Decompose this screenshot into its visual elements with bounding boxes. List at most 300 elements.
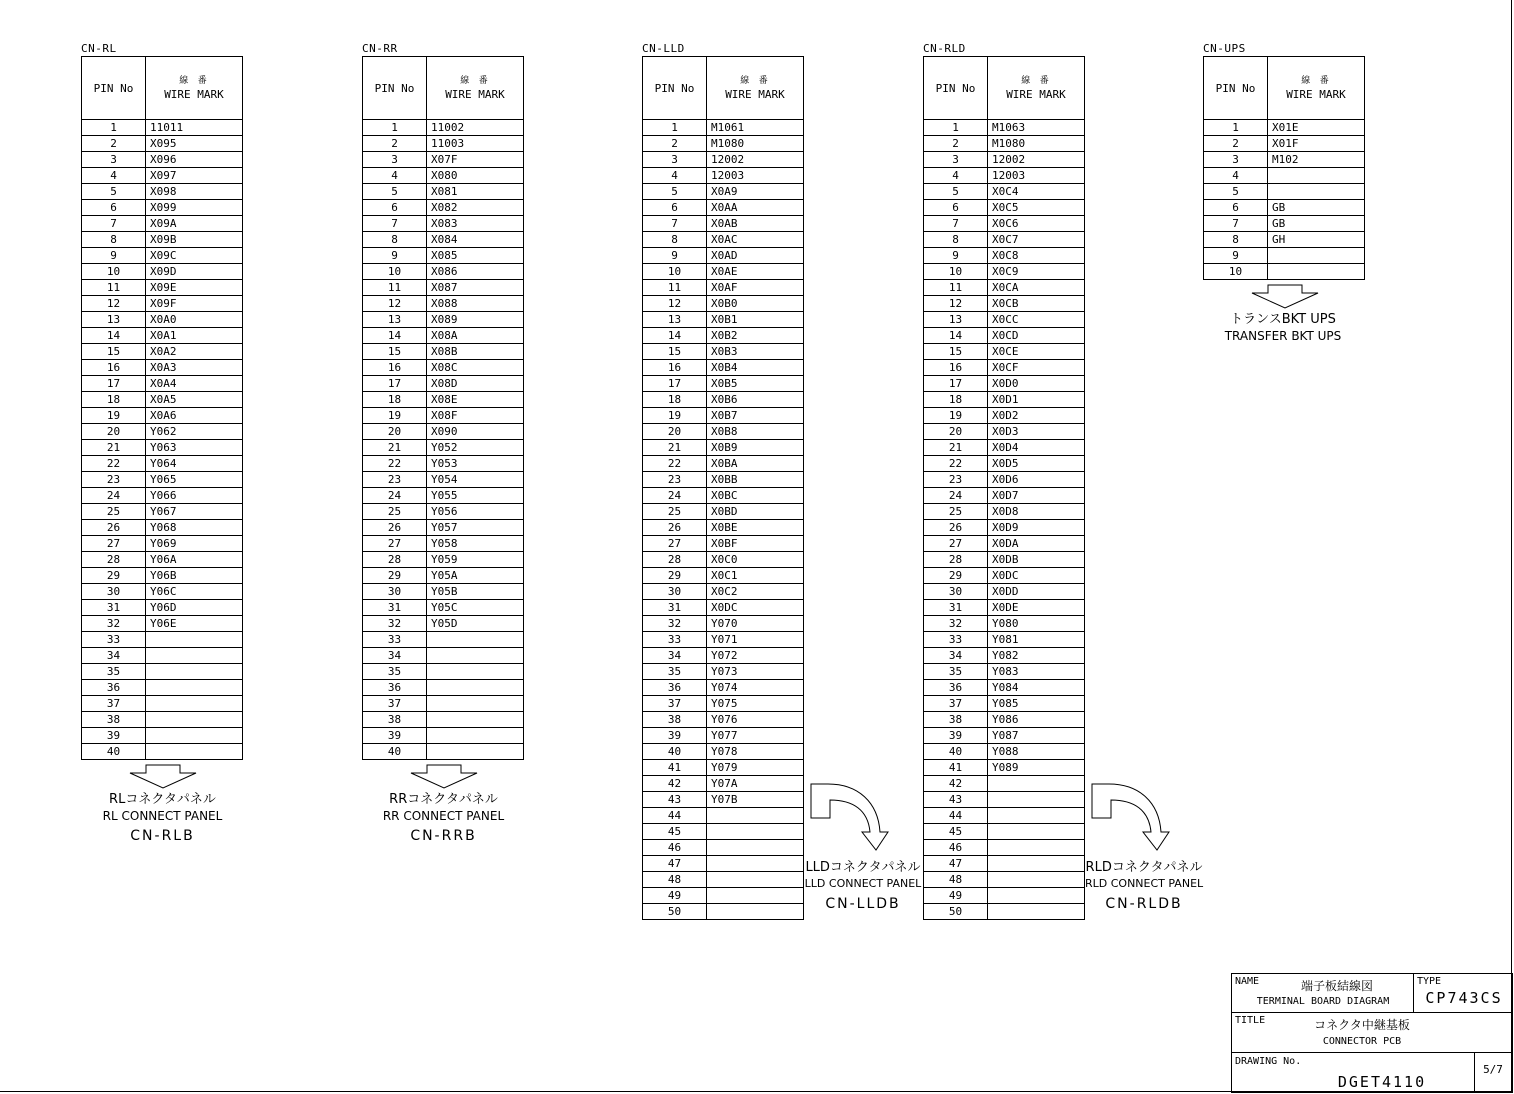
- wire-mark-header-jp: 線 番: [460, 76, 490, 86]
- pin-number: 12: [363, 296, 427, 312]
- table-row: [643, 488, 804, 504]
- wire-mark: [427, 632, 524, 648]
- table-row: [924, 792, 1085, 808]
- pin-number: 19: [363, 408, 427, 424]
- pin-number: 27: [643, 536, 707, 552]
- wire-mark: Y077: [707, 728, 804, 744]
- table-row: [82, 456, 243, 472]
- pin-number: 46: [924, 840, 988, 856]
- wire-mark: X0D4: [988, 440, 1085, 456]
- table-row: [924, 712, 1085, 728]
- table-row: [363, 664, 524, 680]
- table-row: [924, 472, 1085, 488]
- pin-number: 20: [643, 424, 707, 440]
- wire-mark: [988, 856, 1085, 872]
- wire-mark: X0D9: [988, 520, 1085, 536]
- wire-mark: Y082: [988, 648, 1085, 664]
- title-jp: コネクタ中継基板: [1314, 1018, 1410, 1032]
- wire-mark: X07F: [427, 152, 524, 168]
- wire-mark: X01F: [1268, 136, 1365, 152]
- wire-mark: [988, 808, 1085, 824]
- table-row: [924, 184, 1085, 200]
- wire-mark-header: [427, 57, 524, 120]
- pin-number: 39: [82, 728, 146, 744]
- table-row: [363, 184, 524, 200]
- table-row: [363, 680, 524, 696]
- table-row: [924, 584, 1085, 600]
- wire-mark: [1268, 264, 1365, 280]
- panel-connector-id: CN-RRB: [410, 828, 477, 844]
- pin-number: 35: [363, 664, 427, 680]
- table-row: [924, 408, 1085, 424]
- wire-mark: [427, 744, 524, 760]
- pin-number: 38: [643, 712, 707, 728]
- pin-number: 11: [643, 280, 707, 296]
- table-row: [363, 312, 524, 328]
- table-row: [643, 616, 804, 632]
- wire-mark: M1061: [707, 120, 804, 136]
- pin-number: 6: [363, 200, 427, 216]
- pin-number: 28: [82, 552, 146, 568]
- drawing-value: DGET4110: [1337, 1073, 1427, 1091]
- curved-arrow-icon: [128, 764, 198, 790]
- table-row: [643, 728, 804, 744]
- wire-mark: Y07B: [707, 792, 804, 808]
- table-row: [924, 888, 1085, 904]
- pin-number: 27: [924, 536, 988, 552]
- table-row: [924, 568, 1085, 584]
- table-row: [82, 568, 243, 584]
- pin-number: 7: [1204, 216, 1268, 232]
- curved-arrow-icon: [1089, 782, 1179, 854]
- wire-mark: Y081: [988, 632, 1085, 648]
- wire-mark: GB: [1268, 216, 1365, 232]
- wire-mark: X0C5: [988, 200, 1085, 216]
- wire-mark: X0AA: [707, 200, 804, 216]
- wire-mark: X0A9: [707, 184, 804, 200]
- sheet-divider: [1474, 1053, 1475, 1093]
- wire-mark: X0DC: [988, 568, 1085, 584]
- table-row: [82, 344, 243, 360]
- table-row: [924, 760, 1085, 776]
- table-row: [643, 296, 804, 312]
- pin-number: 1: [363, 120, 427, 136]
- pin-number: 13: [924, 312, 988, 328]
- wire-mark: Y052: [427, 440, 524, 456]
- table-row: [924, 280, 1085, 296]
- pin-number: 32: [924, 616, 988, 632]
- pin-no-header: PIN No: [1204, 57, 1268, 120]
- wire-mark: [988, 904, 1085, 920]
- table-row: [924, 600, 1085, 616]
- pin-number: 37: [82, 696, 146, 712]
- wire-mark: X089: [427, 312, 524, 328]
- wire-mark: Y06A: [146, 552, 243, 568]
- pin-number: 33: [924, 632, 988, 648]
- pin-number: 4: [1204, 168, 1268, 184]
- wire-mark: X0B4: [707, 360, 804, 376]
- pin-number: 23: [363, 472, 427, 488]
- wire-mark-header-en: WIRE MARK: [725, 88, 785, 101]
- pin-number: 29: [82, 568, 146, 584]
- panel-caption-ups: [1183, 312, 1383, 344]
- table-row: [643, 824, 804, 840]
- pin-number: 24: [363, 488, 427, 504]
- pin-number: 19: [924, 408, 988, 424]
- table-row: [363, 248, 524, 264]
- pin-number: 1: [924, 120, 988, 136]
- wire-mark: Y057: [427, 520, 524, 536]
- wire-mark: X0C9: [988, 264, 1085, 280]
- table-row: [363, 408, 524, 424]
- wire-mark: X0D0: [988, 376, 1085, 392]
- table-row: [1204, 216, 1365, 232]
- pin-no-header: PIN No: [924, 57, 988, 120]
- pin-number: 45: [643, 824, 707, 840]
- pin-number: 30: [924, 584, 988, 600]
- pin-number: 2: [82, 136, 146, 152]
- panel-name-en: LLD CONNECT PANEL: [804, 877, 922, 890]
- pin-number: 31: [643, 600, 707, 616]
- panel-connector-id: CN-LLDB: [825, 896, 901, 912]
- table-header-row: [82, 57, 243, 120]
- wire-mark-header-jp: 線 番: [1301, 76, 1331, 86]
- pin-number: 32: [82, 616, 146, 632]
- wire-mark: X0A0: [146, 312, 243, 328]
- wire-mark: Y070: [707, 616, 804, 632]
- pin-number: 29: [363, 568, 427, 584]
- pin-number: 9: [82, 248, 146, 264]
- panel-caption-rl: [60, 792, 265, 844]
- wire-mark: X084: [427, 232, 524, 248]
- wire-mark: X0B9: [707, 440, 804, 456]
- table-row: [82, 632, 243, 648]
- wire-mark: X097: [146, 168, 243, 184]
- table-row: [82, 216, 243, 232]
- table-row: [82, 536, 243, 552]
- wire-mark: 11011: [146, 120, 243, 136]
- table-row: [643, 344, 804, 360]
- pin-number: 44: [643, 808, 707, 824]
- table-row: [363, 456, 524, 472]
- pin-number: 28: [643, 552, 707, 568]
- table-row: [924, 728, 1085, 744]
- wire-mark: Y089: [988, 760, 1085, 776]
- table-row: [82, 488, 243, 504]
- wire-mark: [427, 648, 524, 664]
- table-row: [82, 504, 243, 520]
- table-row: [363, 376, 524, 392]
- pin-number: 30: [643, 584, 707, 600]
- table-row: [643, 216, 804, 232]
- wire-mark: X096: [146, 152, 243, 168]
- table-header-row: [924, 57, 1085, 120]
- pin-number: 39: [924, 728, 988, 744]
- pin-number: 31: [924, 600, 988, 616]
- pin-number: 13: [82, 312, 146, 328]
- pin-number: 3: [1204, 152, 1268, 168]
- pin-number: 7: [924, 216, 988, 232]
- wire-mark-header-en: WIRE MARK: [1286, 88, 1346, 101]
- table-row: [924, 248, 1085, 264]
- pin-number: 22: [924, 456, 988, 472]
- wire-mark: X08D: [427, 376, 524, 392]
- wire-mark: M1080: [707, 136, 804, 152]
- pin-number: 29: [643, 568, 707, 584]
- table-row: [363, 520, 524, 536]
- table-row: [82, 424, 243, 440]
- pin-number: 33: [643, 632, 707, 648]
- table-row: [643, 248, 804, 264]
- wire-mark-header-en: WIRE MARK: [1006, 88, 1066, 101]
- wire-mark: Y065: [146, 472, 243, 488]
- wire-mark: X08E: [427, 392, 524, 408]
- wire-mark: Y06E: [146, 616, 243, 632]
- table-row: [924, 328, 1085, 344]
- table-row: [82, 360, 243, 376]
- wire-mark: Y06B: [146, 568, 243, 584]
- pin-number: 11: [363, 280, 427, 296]
- wire-mark: X09D: [146, 264, 243, 280]
- wire-mark: Y05B: [427, 584, 524, 600]
- table-row: [924, 360, 1085, 376]
- wire-mark: X099: [146, 200, 243, 216]
- pin-number: 6: [643, 200, 707, 216]
- pin-number: 9: [1204, 248, 1268, 264]
- pin-number: 23: [643, 472, 707, 488]
- panel-caption-rr: [341, 792, 546, 844]
- panel-name-jp: RLDコネクタパネル: [1085, 860, 1203, 875]
- table-row: [82, 264, 243, 280]
- pin-number: 1: [1204, 120, 1268, 136]
- table-row: [1204, 248, 1365, 264]
- table-row: [924, 344, 1085, 360]
- pin-number: 40: [924, 744, 988, 760]
- wire-mark: X0D2: [988, 408, 1085, 424]
- wire-mark: Y072: [707, 648, 804, 664]
- wire-mark: [707, 840, 804, 856]
- title-en: CONNECTOR PCB: [1322, 1036, 1402, 1047]
- pin-number: 6: [82, 200, 146, 216]
- wire-mark: X0AD: [707, 248, 804, 264]
- table-row: [924, 296, 1085, 312]
- table-row: [363, 360, 524, 376]
- pin-number: 5: [1204, 184, 1268, 200]
- name-label: NAME: [1235, 976, 1260, 987]
- pin-table-rld: [923, 56, 1085, 920]
- wire-mark: X0BC: [707, 488, 804, 504]
- table-row: [363, 472, 524, 488]
- table-row: [924, 392, 1085, 408]
- pin-number: 37: [643, 696, 707, 712]
- pin-number: 48: [643, 872, 707, 888]
- table-row: [924, 136, 1085, 152]
- panel-caption-lld: [804, 860, 922, 912]
- table-row: [924, 120, 1085, 136]
- table-row: [643, 504, 804, 520]
- connector-label-rl: CN-RL: [81, 42, 117, 55]
- pin-number: 7: [363, 216, 427, 232]
- wire-mark: Y086: [988, 712, 1085, 728]
- wire-mark: X0DB: [988, 552, 1085, 568]
- wire-mark: X082: [427, 200, 524, 216]
- wire-mark: Y087: [988, 728, 1085, 744]
- table-row: [1204, 168, 1365, 184]
- table-row: [643, 776, 804, 792]
- table-row: [924, 520, 1085, 536]
- table-row: [924, 552, 1085, 568]
- wire-mark: X0B3: [707, 344, 804, 360]
- table-row: [924, 616, 1085, 632]
- wire-mark: Y080: [988, 616, 1085, 632]
- wire-mark: 12002: [707, 152, 804, 168]
- wire-mark: X085: [427, 248, 524, 264]
- pin-number: 29: [924, 568, 988, 584]
- pin-table-rr: [362, 56, 524, 760]
- name-cell: [1232, 974, 1414, 1013]
- pin-number: 47: [643, 856, 707, 872]
- table-row: [82, 440, 243, 456]
- pin-number: 40: [363, 744, 427, 760]
- table-row: [924, 168, 1085, 184]
- wire-mark: [146, 696, 243, 712]
- pin-number: 50: [643, 904, 707, 920]
- wire-mark: Y088: [988, 744, 1085, 760]
- wire-mark: X0D8: [988, 504, 1085, 520]
- pin-number: 17: [363, 376, 427, 392]
- wire-mark: X0CD: [988, 328, 1085, 344]
- table-row: [363, 168, 524, 184]
- connector-label-ups: CN-UPS: [1203, 42, 1246, 55]
- table-row: [82, 616, 243, 632]
- table-row: [924, 856, 1085, 872]
- pin-number: 48: [924, 872, 988, 888]
- wire-mark: X0BE: [707, 520, 804, 536]
- pin-number: 41: [924, 760, 988, 776]
- pin-number: 8: [1204, 232, 1268, 248]
- curved-arrow-icon: [808, 782, 898, 854]
- pin-number: 3: [363, 152, 427, 168]
- wire-mark: X0D1: [988, 392, 1085, 408]
- table-row: [363, 600, 524, 616]
- wire-mark: X08A: [427, 328, 524, 344]
- wire-mark: X0DD: [988, 584, 1085, 600]
- wire-mark: GH: [1268, 232, 1365, 248]
- wire-mark-header-en: WIRE MARK: [164, 88, 224, 101]
- table-row: [82, 328, 243, 344]
- wire-mark: [427, 664, 524, 680]
- wire-mark: Y05A: [427, 568, 524, 584]
- pin-number: 20: [82, 424, 146, 440]
- table-row: [924, 872, 1085, 888]
- table-row: [643, 408, 804, 424]
- table-row: [363, 392, 524, 408]
- wire-mark: X0D3: [988, 424, 1085, 440]
- pin-number: 25: [363, 504, 427, 520]
- table-row: [643, 136, 804, 152]
- pin-number: 49: [924, 888, 988, 904]
- wire-mark: X0DC: [707, 600, 804, 616]
- pin-number: 22: [82, 456, 146, 472]
- wire-mark: [146, 712, 243, 728]
- wire-mark: [146, 680, 243, 696]
- wire-mark: X0A5: [146, 392, 243, 408]
- table-row: [363, 696, 524, 712]
- table-row: [363, 232, 524, 248]
- table-row: [643, 392, 804, 408]
- table-row: [643, 568, 804, 584]
- pin-number: 16: [643, 360, 707, 376]
- wire-mark-header: [988, 57, 1085, 120]
- table-row: [643, 680, 804, 696]
- wire-mark: X0CE: [988, 344, 1085, 360]
- table-row: [363, 504, 524, 520]
- pin-number: 21: [643, 440, 707, 456]
- table-row: [643, 552, 804, 568]
- type-label: TYPE: [1417, 976, 1442, 987]
- wire-mark: X0B1: [707, 312, 804, 328]
- wire-mark: 12003: [988, 168, 1085, 184]
- table-row: [924, 504, 1085, 520]
- wire-mark: Y073: [707, 664, 804, 680]
- pin-number: 24: [82, 488, 146, 504]
- table-row: [82, 392, 243, 408]
- pin-number: 19: [643, 408, 707, 424]
- wire-mark: Y06C: [146, 584, 243, 600]
- wire-mark: 11002: [427, 120, 524, 136]
- pin-number: 6: [1204, 200, 1268, 216]
- wire-mark: X0C2: [707, 584, 804, 600]
- table-row: [363, 440, 524, 456]
- table-row: [363, 632, 524, 648]
- wire-mark: Y06D: [146, 600, 243, 616]
- title-block: [1231, 973, 1513, 1093]
- table-row: [643, 280, 804, 296]
- pin-number: 14: [643, 328, 707, 344]
- wire-mark: X098: [146, 184, 243, 200]
- pin-number: 24: [643, 488, 707, 504]
- table-row: [363, 152, 524, 168]
- table-row: [643, 152, 804, 168]
- pin-number: 8: [363, 232, 427, 248]
- pin-number: 3: [82, 152, 146, 168]
- wire-mark: Y076: [707, 712, 804, 728]
- pin-number: 36: [363, 680, 427, 696]
- pin-number: 17: [82, 376, 146, 392]
- wire-mark: [146, 648, 243, 664]
- pin-number: 44: [924, 808, 988, 824]
- pin-number: 31: [82, 600, 146, 616]
- table-row: [924, 536, 1085, 552]
- table-row: [643, 360, 804, 376]
- wire-mark: Y069: [146, 536, 243, 552]
- wire-mark: X0BA: [707, 456, 804, 472]
- pin-number: 23: [82, 472, 146, 488]
- table-row: [643, 856, 804, 872]
- pin-number: 37: [924, 696, 988, 712]
- wire-mark: X0A2: [146, 344, 243, 360]
- pin-number: 21: [363, 440, 427, 456]
- pin-number: 50: [924, 904, 988, 920]
- table-row: [363, 744, 524, 760]
- pin-number: 13: [363, 312, 427, 328]
- table-header-row: [1204, 57, 1365, 120]
- table-row: [82, 120, 243, 136]
- panel-connector-id: CN-RLB: [130, 828, 195, 844]
- table-row: [643, 744, 804, 760]
- table-row: [1204, 136, 1365, 152]
- type-value: CP743CS: [1425, 989, 1503, 1007]
